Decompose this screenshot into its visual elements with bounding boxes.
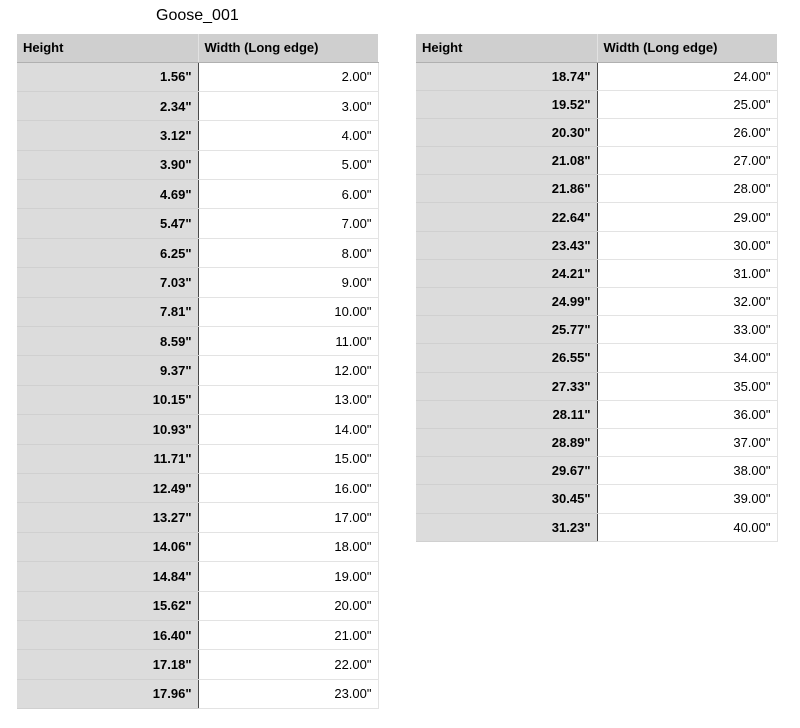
width-cell[interactable]: 34.00" [597, 344, 777, 372]
table-row [17, 238, 378, 267]
height-cell[interactable]: 27.33" [416, 372, 597, 400]
width-cell[interactable]: 12.00" [198, 356, 378, 385]
table-row [17, 297, 378, 326]
height-cell[interactable]: 14.84" [17, 562, 198, 591]
table-row [17, 180, 378, 209]
height-cell[interactable]: 9.37" [17, 356, 198, 385]
table-row [17, 385, 378, 414]
height-cell[interactable]: 12.49" [17, 473, 198, 502]
width-cell[interactable]: 29.00" [597, 203, 777, 231]
height-cell[interactable]: 25.77" [416, 316, 597, 344]
table-row [17, 121, 378, 150]
height-cell[interactable]: 23.43" [416, 231, 597, 259]
table-row [416, 372, 777, 400]
height-cell[interactable]: 11.71" [17, 444, 198, 473]
table-row [17, 91, 378, 120]
table-row [416, 344, 777, 372]
table-row [416, 175, 777, 203]
width-cell[interactable]: 16.00" [198, 473, 378, 502]
width-cell[interactable]: 28.00" [597, 175, 777, 203]
table-row [416, 147, 777, 175]
width-cell[interactable]: 8.00" [198, 238, 378, 267]
column-header-width[interactable]: Width (Long edge) [198, 34, 378, 62]
table-row [17, 356, 378, 385]
width-cell[interactable]: 4.00" [198, 121, 378, 150]
height-cell[interactable]: 5.47" [17, 209, 198, 238]
height-cell[interactable]: 28.11" [416, 400, 597, 428]
table-row [416, 485, 777, 513]
height-cell[interactable]: 6.25" [17, 238, 198, 267]
width-cell[interactable]: 11.00" [198, 327, 378, 356]
height-cell[interactable]: 7.03" [17, 268, 198, 297]
height-cell[interactable]: 29.67" [416, 457, 597, 485]
height-cell[interactable]: 17.18" [17, 650, 198, 679]
height-cell[interactable]: 30.45" [416, 485, 597, 513]
width-cell[interactable]: 15.00" [198, 444, 378, 473]
height-cell[interactable]: 21.86" [416, 175, 597, 203]
height-cell[interactable]: 16.40" [17, 620, 198, 649]
table-row [17, 473, 378, 502]
table-row [17, 650, 378, 679]
table-row [17, 209, 378, 238]
table-header-row [416, 34, 777, 62]
width-cell[interactable]: 40.00" [597, 513, 777, 541]
width-cell[interactable]: 20.00" [198, 591, 378, 620]
table-header-row [17, 34, 378, 62]
width-cell[interactable]: 6.00" [198, 180, 378, 209]
table-row [17, 679, 378, 708]
table-row [17, 532, 378, 561]
table-row [17, 327, 378, 356]
height-cell[interactable]: 10.93" [17, 415, 198, 444]
height-cell[interactable]: 8.59" [17, 327, 198, 356]
height-cell[interactable]: 28.89" [416, 428, 597, 456]
height-cell[interactable]: 3.90" [17, 150, 198, 179]
document-title: Goose_001 [156, 7, 239, 24]
height-cell[interactable]: 19.52" [416, 90, 597, 118]
table-row [416, 400, 777, 428]
table-row [17, 503, 378, 532]
height-cell[interactable]: 10.15" [17, 385, 198, 414]
width-cell[interactable]: 37.00" [597, 428, 777, 456]
width-cell[interactable]: 21.00" [198, 620, 378, 649]
width-cell[interactable]: 22.00" [198, 650, 378, 679]
size-table-left [17, 34, 379, 709]
column-header-height[interactable]: Height [17, 34, 198, 62]
size-table-right [416, 34, 778, 542]
width-cell[interactable]: 26.00" [597, 118, 777, 146]
table-row [17, 591, 378, 620]
table-row [17, 150, 378, 179]
table-row [17, 415, 378, 444]
table-row [416, 316, 777, 344]
height-cell[interactable]: 13.27" [17, 503, 198, 532]
height-cell[interactable]: 15.62" [17, 591, 198, 620]
width-cell[interactable]: 36.00" [597, 400, 777, 428]
table-row [416, 457, 777, 485]
height-cell[interactable]: 4.69" [17, 180, 198, 209]
width-cell[interactable]: 38.00" [597, 457, 777, 485]
table-row [416, 231, 777, 259]
width-cell[interactable]: 25.00" [597, 90, 777, 118]
width-cell[interactable]: 7.00" [198, 209, 378, 238]
width-cell[interactable]: 31.00" [597, 259, 777, 287]
table-body [416, 62, 777, 541]
height-cell[interactable]: 31.23" [416, 513, 597, 541]
table-row [17, 620, 378, 649]
table-row [416, 118, 777, 146]
width-cell[interactable]: 10.00" [198, 297, 378, 326]
width-cell[interactable]: 30.00" [597, 231, 777, 259]
width-cell[interactable]: 23.00" [198, 679, 378, 708]
width-cell[interactable]: 32.00" [597, 288, 777, 316]
table-row [416, 62, 777, 90]
table-row [416, 288, 777, 316]
height-cell[interactable]: 7.81" [17, 297, 198, 326]
height-cell[interactable]: 14.06" [17, 532, 198, 561]
width-cell[interactable]: 17.00" [198, 503, 378, 532]
width-cell[interactable]: 3.00" [198, 91, 378, 120]
height-cell[interactable]: 24.99" [416, 288, 597, 316]
width-cell[interactable]: 24.00" [597, 62, 777, 90]
height-cell[interactable]: 2.34" [17, 91, 198, 120]
table-row [17, 444, 378, 473]
width-cell[interactable]: 9.00" [198, 268, 378, 297]
column-header-height[interactable]: Height [416, 34, 597, 62]
width-cell[interactable]: 13.00" [198, 385, 378, 414]
table-row [416, 513, 777, 541]
table-row [17, 562, 378, 591]
height-cell[interactable]: 3.12" [17, 121, 198, 150]
width-cell[interactable]: 33.00" [597, 316, 777, 344]
height-cell[interactable]: 1.56" [17, 62, 198, 91]
width-cell[interactable]: 2.00" [198, 62, 378, 91]
height-cell[interactable]: 21.08" [416, 147, 597, 175]
width-cell[interactable]: 5.00" [198, 150, 378, 179]
width-cell[interactable]: 18.00" [198, 532, 378, 561]
height-cell[interactable]: 24.21" [416, 259, 597, 287]
table-body [17, 62, 378, 709]
width-cell[interactable]: 19.00" [198, 562, 378, 591]
table-row [17, 268, 378, 297]
height-cell[interactable]: 17.96" [17, 679, 198, 708]
table-row [416, 428, 777, 456]
width-cell[interactable]: 39.00" [597, 485, 777, 513]
table-row [416, 90, 777, 118]
table-row [17, 62, 378, 91]
column-header-width[interactable]: Width (Long edge) [597, 34, 777, 62]
height-cell[interactable]: 26.55" [416, 344, 597, 372]
width-cell[interactable]: 27.00" [597, 147, 777, 175]
height-cell[interactable]: 20.30" [416, 118, 597, 146]
table-row [416, 259, 777, 287]
table-row [416, 203, 777, 231]
width-cell[interactable]: 35.00" [597, 372, 777, 400]
width-cell[interactable]: 14.00" [198, 415, 378, 444]
height-cell[interactable]: 22.64" [416, 203, 597, 231]
height-cell[interactable]: 18.74" [416, 62, 597, 90]
